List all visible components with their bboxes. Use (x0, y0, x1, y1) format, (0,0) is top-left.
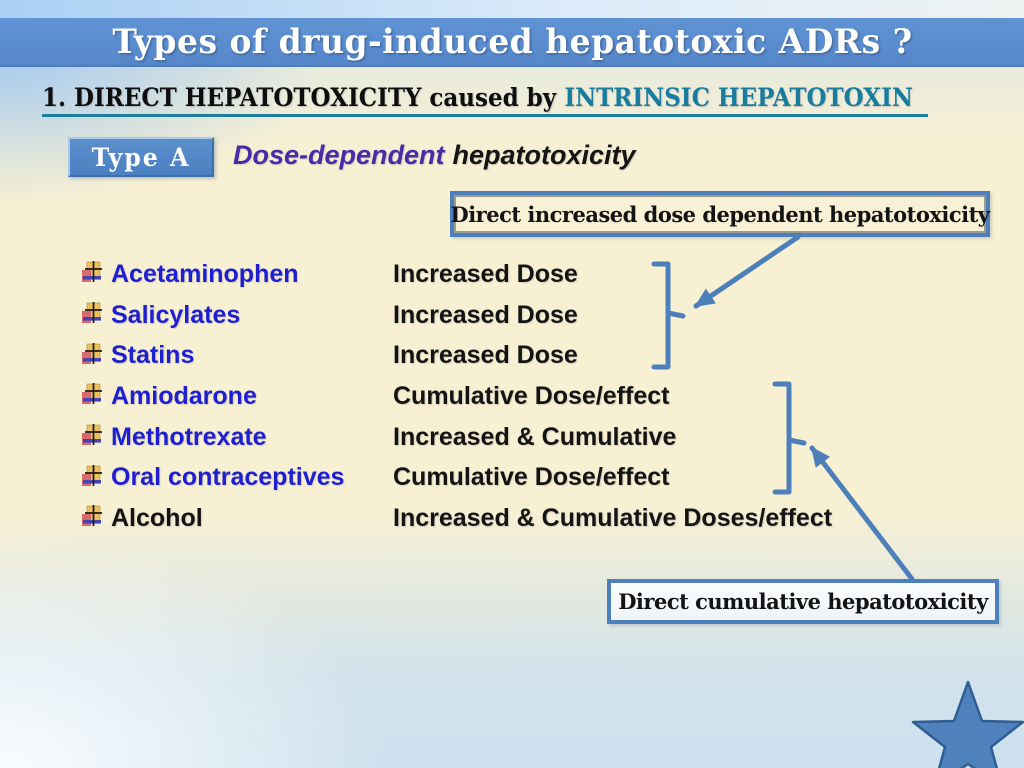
list-item (80, 335, 832, 376)
picture-bullet-icon (80, 261, 104, 287)
list-item (80, 457, 832, 498)
drug-name: Oral contraceptives (111, 463, 345, 492)
picture-bullet-icon (80, 424, 104, 450)
section-heading (42, 83, 928, 112)
picture-bullet-icon (80, 343, 104, 369)
callout-cumulative (607, 579, 999, 624)
list-item (80, 295, 832, 336)
drug-name: Amiodarone (111, 381, 257, 410)
heading-underline (42, 83, 928, 117)
drug-effect: Increased Dose (393, 259, 578, 288)
picture-bullet-icon (80, 465, 104, 491)
heading-main-text: 1. DIRECT HEPATOTOXICITY caused by (42, 83, 557, 112)
drug-effect: Increased Dose (393, 341, 578, 370)
callout-dose-dependent (450, 191, 990, 237)
list-item (80, 254, 832, 295)
slide-title-bar (0, 18, 1024, 67)
heading-highlight-text: INTRINSIC HEPATOTOXIN (564, 83, 913, 112)
list-item (80, 376, 832, 417)
drug-effect: Increased & Cumulative Doses/effect (393, 503, 833, 532)
drug-effect: Increased & Cumulative (393, 422, 677, 451)
subtitle-emphasis: Dose-dependent (233, 140, 445, 170)
picture-bullet-icon (80, 383, 104, 409)
list-item (80, 417, 832, 458)
drug-name: Methotrexate (111, 422, 267, 451)
drug-effect: Increased Dose (393, 300, 578, 329)
picture-bullet-icon (80, 505, 104, 531)
drug-list (80, 254, 832, 539)
drug-name: Statins (111, 341, 195, 370)
subtitle (233, 140, 636, 171)
callout-cumulative-text: Direct cumulative hepatotoxicity (618, 589, 988, 614)
subtitle-rest: hepatotoxicity (452, 140, 636, 170)
drug-effect: Cumulative Dose/effect (393, 463, 670, 492)
picture-bullet-icon (80, 302, 104, 328)
drug-name: Alcohol (111, 503, 203, 532)
star-icon (913, 682, 1023, 768)
list-item (80, 498, 832, 539)
top-gradient-strip (0, 0, 1024, 18)
callout-dose-dependent-text: Direct increased dose dependent hepatotoxicity (450, 201, 990, 227)
type-a-badge-label: Type A (91, 142, 191, 172)
drug-name: Salicylates (111, 300, 241, 329)
slide-title: Types of drug-induced hepatotoxic ADRs ? (111, 21, 913, 62)
type-a-badge (68, 137, 214, 177)
drug-name: Acetaminophen (111, 259, 299, 288)
drug-effect: Cumulative Dose/effect (393, 381, 670, 410)
